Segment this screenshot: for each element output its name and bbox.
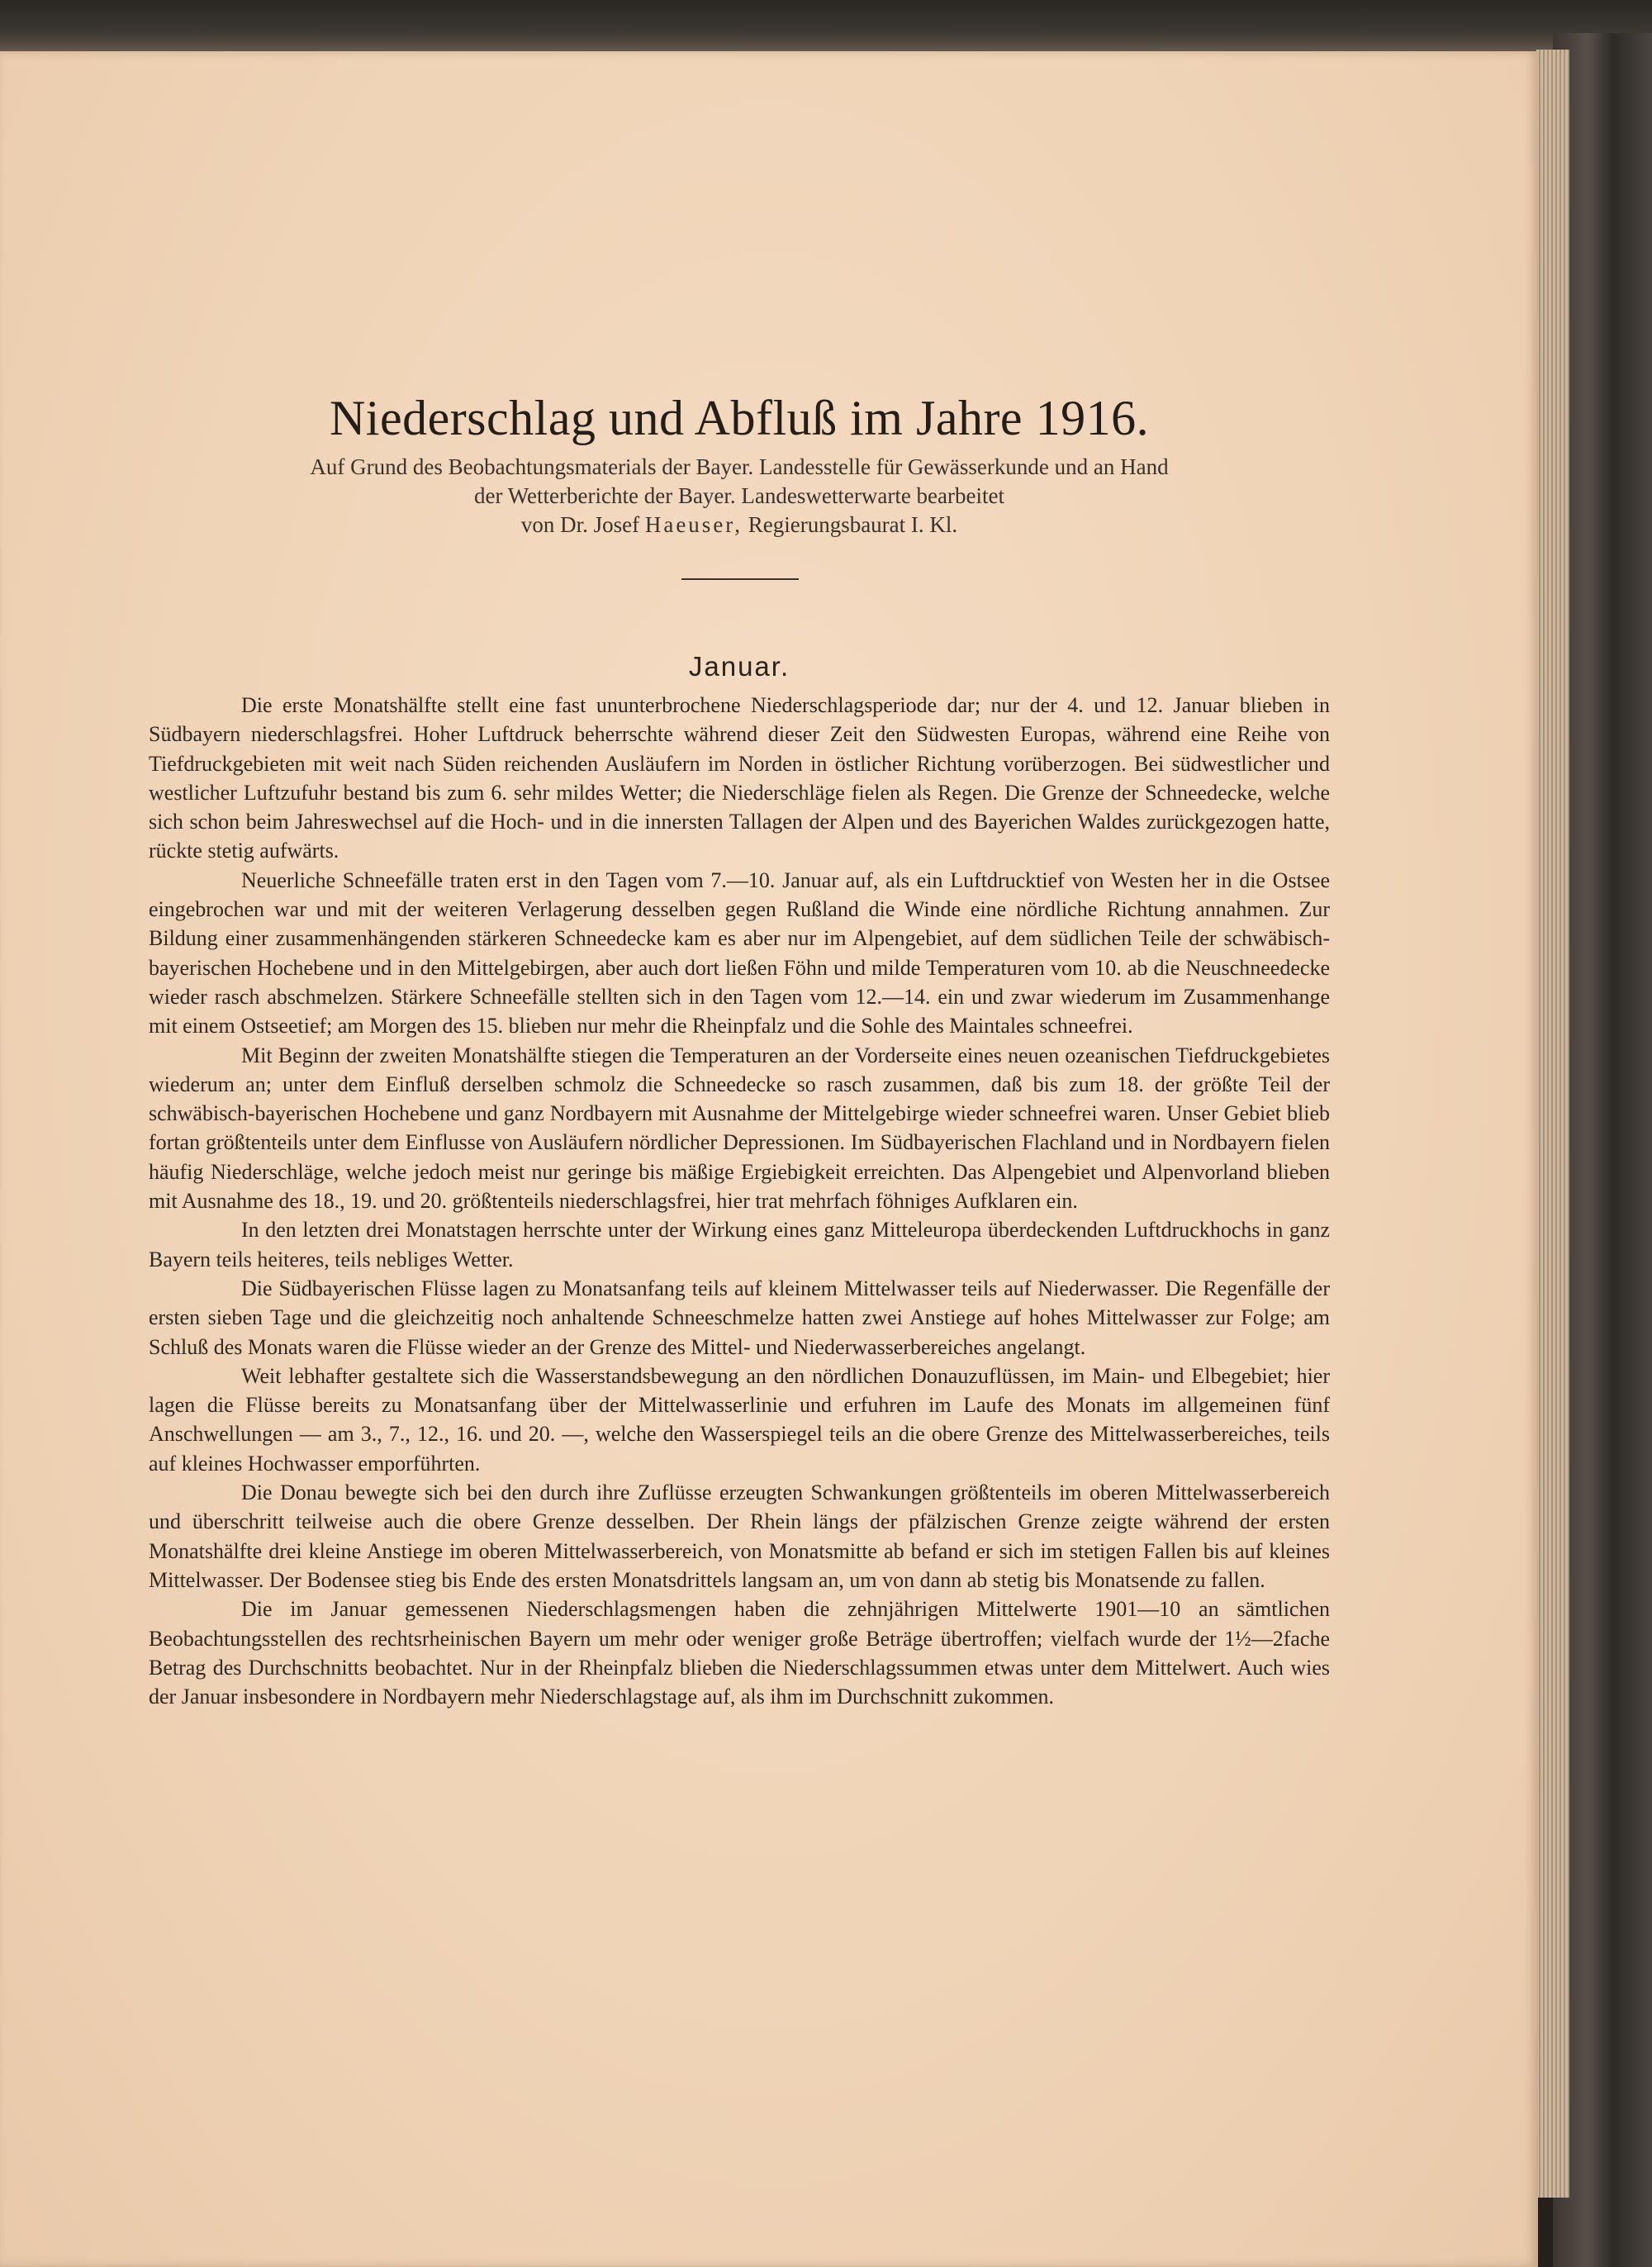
paragraph-8: Die im Januar gemessenen Niederschlagsmengen haben die zehnjährigen Mittelwerte 1901—10 an sämtlichen Beobachtungsstellen des rechtsrheinischen Bayern um mehr oder weniger große Beträge übertroffen; vielfach wurde der 1½—2fache Betrag des Durchschnitts beobachtet. Nur in der Rheinpfalz blieben die Niederschlagssummen etwas unter dem Mittelwert. Auch wies der Januar insbesondere in Nordbayern mehr Niederschlagstage auf, als ihm im Durchschnitt zukommen.: [149, 1597, 1330, 1709]
body-text: [149, 691, 1330, 1711]
paragraph-1: Die erste Monatshälfte stellt eine fast ununterbrochene Niederschlagsperiode dar; nur der 4. und 12. Januar blieben in Südbayern niederschlagsfrei. Hoher Luftdruck beherrschte während dieser Zeit den Südwesten Europas, während eine Reihe von Tiefdruckgebieten mit weit nach Süden reichenden Ausläufern im Norden in östlicher Richtung vorüberzogen. Bei südwestlicher und westlicher Luftzufuhr bestand bis zum 6. sehr mildes Wetter; die Niederschläge fielen als Regen. Die Grenze der Schneedecke, welche sich schon beim Jahreswechsel auf die Hoch- und in die innersten Tallagen der Alpen und des Bayerichen Waldes zurückgezogen hatte, rückte stetig aufwärts.: [149, 693, 1330, 863]
paragraph-5: Die Südbayerischen Flüsse lagen zu Monatsanfang teils auf kleinem Mittelwasser teils auf Niederwasser. Die Regenfälle der ersten sieben Tage und die gleichzeitig noch anhaltende Schneeschmelze hatten zwei Anstiege auf hohes Mittelwasser zur Folge; am Schluß des Monats waren die Flüsse wieder an der Grenze des Mittel- und Niederwasserbereiches angelangt.: [149, 1276, 1330, 1359]
subtitle-line-1: Auf Grund des Beobachtungsmaterials der Bayer. Landesstelle für Gewässerkunde und an Hand: [310, 454, 1169, 479]
book-top-edge: [0, 0, 1652, 58]
paragraph-3: Mit Beginn der zweiten Monatshälfte stiegen die Temperaturen an der Vorderseite eines neuen ozeanischen Tiefdruckgebietes wiederum an; unter dem Einfluß derselben schmolz die Schneedecke so rasch zusammen, daß bis zum 18. der größte Teil der schwäbisch-bayerischen Hochebene und ganz Nordbayern mit Ausnahme der Mittelgebirge wieder schneefrei waren. Unser Gebiet blieb fortan größtenteils unter dem Einflusse von Ausläufern nördlicher Depressionen. Im Südbayerischen Flachland und in Nordbayern fielen häufig Niederschläge, welche jedoch meist nur geringe bis mäßige Ergiebigkeit erreichten. Das Alpengebiet und Alpenvorland blieben mit Ausnahme des 18., 19. und 20. größtenteils niederschlagsfrei, hier trat mehrfach föhniges Aufklaren ein.: [149, 1043, 1330, 1214]
author-name: Haeuser,: [644, 512, 743, 537]
author-prefix: von Dr. Josef: [520, 512, 640, 537]
paragraph-7: Die Donau bewegte sich bei den durch ihre Zuflüsse erzeugten Schwankungen größtenteils im oberen Mittelwasserbereich und überschritt teilweise auch die obere Grenze desselben. Der Rhein längs der pfälzischen Grenze zeigte während der ersten Monatshälfte drei kleine Anstiege im oberen Mittelwasserbereich, von Monatsmitte ab befand er sich im stetigen Fallen bis auf kleines Mittelwasser. Der Bodensee stieg bis Ende des ersten Monatsdrittels langsam an, um von dann ab stetig bis Monatsende zu fallen.: [149, 1480, 1330, 1592]
divider-rule: [681, 578, 799, 580]
paragraph-6: Weit lebhafter gestaltete sich die Wasserstandsbewegung an den nördlichen Donauzuflüssen, im Main- und Elbegebiet; hier lagen die Flüsse bereits zu Monatsanfang über der Mittelwasserlinie und erfuhren im Laufe des Monats im allgemeinen fünf Anschwellungen — am 3., 7., 12., 16. und 20. —, welche den Wasserspiegel teils an die obere Grenze des Mittelwasserbereiches, teils auf kleines Hochwasser emporführten.: [149, 1363, 1330, 1476]
paper-page: [0, 51, 1538, 2267]
page-stack-edge: [1536, 50, 1569, 2198]
subtitle-line-2: der Wetterberichte der Bayer. Landeswetterwarte bearbeitet: [474, 483, 1004, 508]
section-heading-januar: Januar.: [688, 651, 790, 682]
page-title: Niederschlag und Abfluß im Jahre 1916.: [329, 391, 1150, 445]
paragraph-2: Neuerliche Schneefälle traten erst in den Tagen vom 7.—10. Januar auf, als ein Luftdrucktief von Westen her in die Ostsee eingebrochen war und mit der weiteren Verlagerung desselben gegen Rußland die Winde eine nördliche Richtung annahmen. Zur Bildung einer zusammenhängenden stärkeren Schneedecke kam es aber nur im Alpengebiet, auf dem südlichen Teile der schwäbisch-bayerischen Hochebene und in den Mittelgebirgen, aber auch dort ließen Föhn und milde Temperaturen vom 10. ab die Neuschneedecke wieder rasch abschmelzen. Stärkere Schneefälle stellten sich in den Tagen vom 12.—14. ein und zwar wiederum im Zusammenhange mit einem Ostseetief; am Morgen des 15. blieben nur mehr die Rheinpfalz und die Sohle des Maintales schneefrei.: [149, 867, 1330, 1038]
author-title: Regierungsbaurat I. Kl.: [748, 512, 958, 537]
subtitle-block: [149, 453, 1330, 539]
subtitle-line-3: [149, 511, 1330, 539]
paragraph-4: In den letzten drei Monatstagen herrschte unter der Wirkung eines ganz Mitteleuropa überdeckenden Luftdruckhochs in ganz Bayern teils heiteres, teils nebliges Wetter.: [149, 1218, 1330, 1271]
